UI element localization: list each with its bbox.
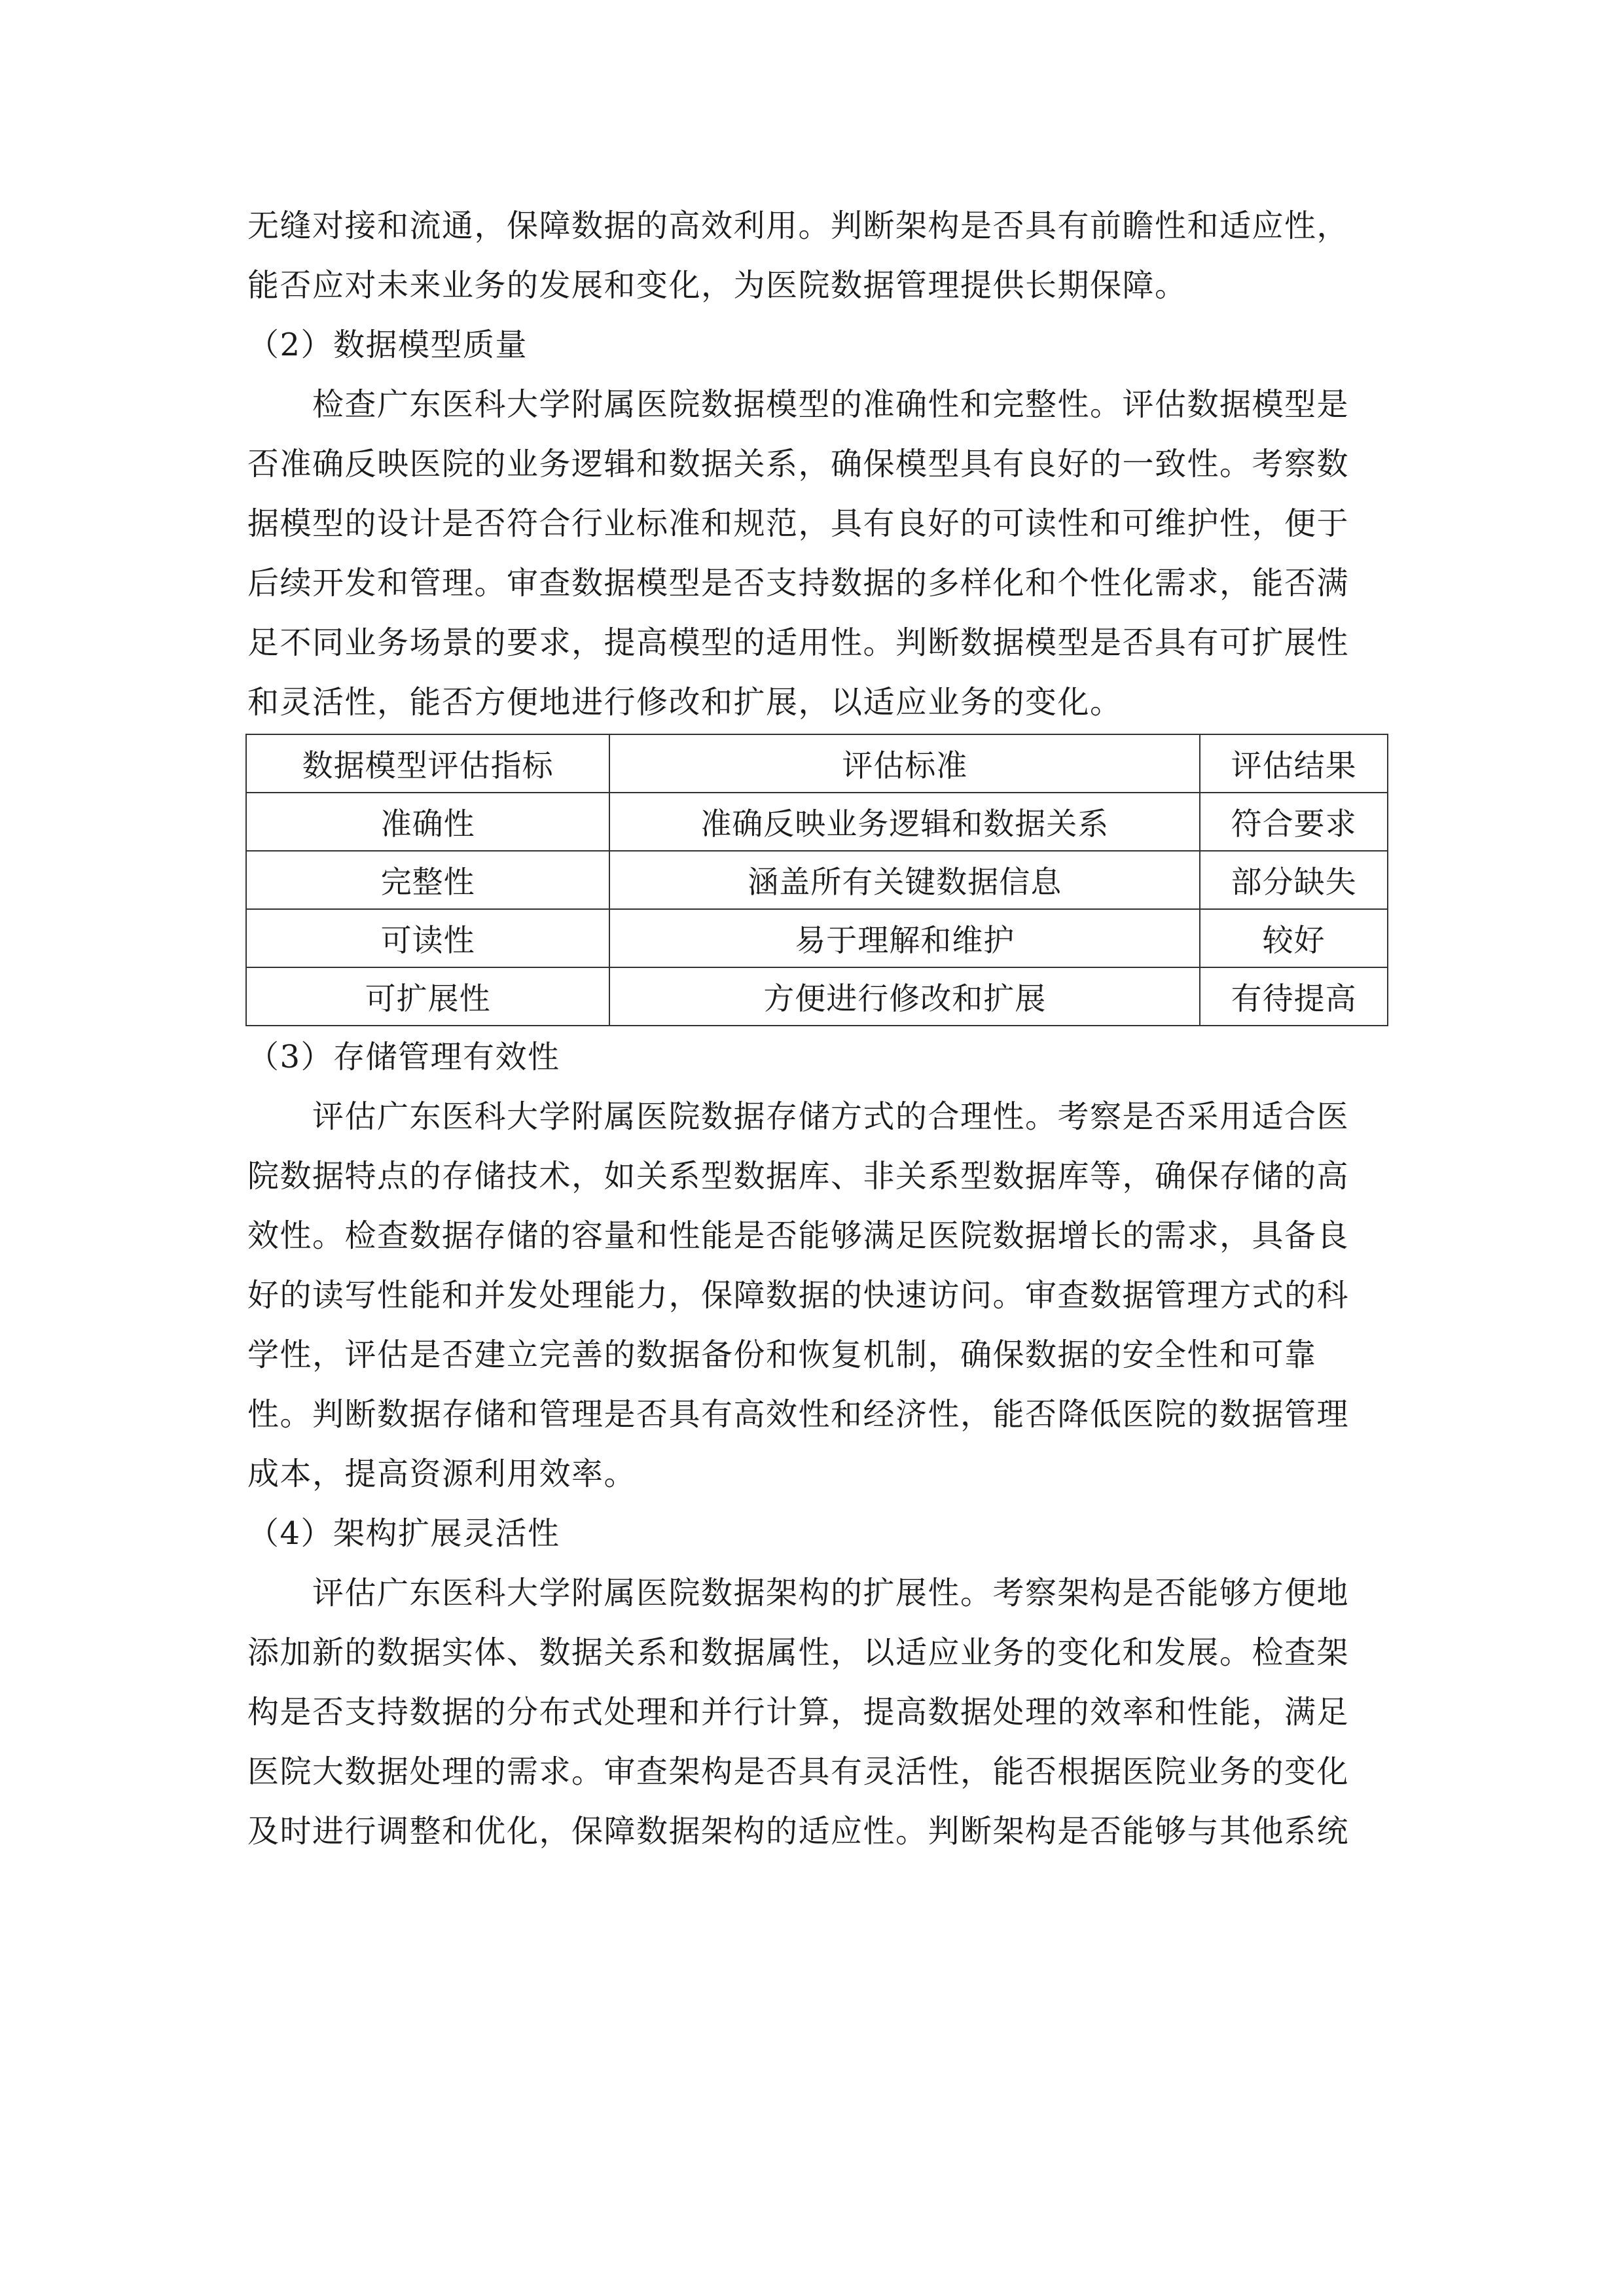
- table-cell: 完整性: [246, 851, 609, 909]
- paragraph-line: 无缝对接和流通，保障数据的高效利用。判断架构是否具有前瞻性和适应性，: [247, 207, 1350, 244]
- table-cell: 可扩展性: [246, 967, 609, 1026]
- table-cell: 易于理解和维护: [609, 909, 1200, 967]
- section-heading-architecture-flexibility: （4）架构扩展灵活性: [247, 1515, 560, 1552]
- table-header-row: [246, 734, 1388, 793]
- table-cell: 方便进行修改和扩展: [609, 967, 1200, 1026]
- section-heading-data-model-quality: （2）数据模型质量: [247, 327, 528, 363]
- paragraph-line: 否准确反映医院的业务逻辑和数据关系，确保模型具有良好的一致性。考察数: [247, 446, 1350, 482]
- paragraph-line: 效性。检查数据存储的容量和性能是否能够满足医院数据增长的需求，具备良: [247, 1217, 1350, 1254]
- paragraph-line: 足不同业务场景的要求，提高模型的适用性。判断数据模型是否具有可扩展性: [247, 624, 1350, 661]
- paragraph-line: 后续开发和管理。审查数据模型是否支持数据的多样化和个性化需求，能否满: [247, 565, 1350, 601]
- table-cell: 准确性: [246, 793, 609, 851]
- paragraph-line: 和灵活性，能否方便地进行修改和扩展，以适应业务的变化。: [247, 684, 1123, 721]
- paragraph-line: 评估广东医科大学附属医院数据架构的扩展性。考察架构是否能够方便地: [247, 1575, 1350, 1611]
- table-row: [246, 909, 1388, 967]
- table-header-cell: 数据模型评估指标: [246, 734, 609, 793]
- table-cell: 符合要求: [1200, 793, 1388, 851]
- table-cell: 较好: [1200, 909, 1388, 967]
- paragraph-line: 检查广东医科大学附属医院数据模型的准确性和完整性。评估数据模型是: [247, 386, 1350, 423]
- paragraph-line: 学性，评估是否建立完善的数据备份和恢复机制，确保数据的安全性和可靠: [247, 1336, 1317, 1373]
- table-header-cell: 评估标准: [609, 734, 1200, 793]
- table-row: [246, 967, 1388, 1026]
- table-cell: 可读性: [246, 909, 609, 967]
- data-model-quality-paragraph: [247, 375, 1383, 732]
- paragraph-line: 评估广东医科大学附属医院数据存储方式的合理性。考察是否采用适合医: [247, 1098, 1350, 1135]
- table-cell: 部分缺失: [1200, 851, 1388, 909]
- paragraph-line: 能否应对未来业务的发展和变化，为医院数据管理提供长期保障。: [247, 267, 1187, 304]
- table-header-cell: 评估结果: [1200, 734, 1388, 793]
- storage-management-paragraph: [247, 1087, 1383, 1504]
- paragraph-line: 院数据特点的存储技术，如关系型数据库、非关系型数据库等，确保存储的高: [247, 1158, 1350, 1194]
- table-cell: 准确反映业务逻辑和数据关系: [609, 793, 1200, 851]
- paragraph-line: 及时进行调整和优化，保障数据架构的适应性。判断架构是否能够与其他系统: [247, 1813, 1350, 1850]
- paragraph-line: 性。判断数据存储和管理是否具有高效性和经济性，能否降低医院的数据管理: [247, 1396, 1350, 1433]
- paragraph-line: 成本，提高资源利用效率。: [247, 1456, 637, 1492]
- paragraph-line: 添加新的数据实体、数据关系和数据属性，以适应业务的变化和发展。检查架: [247, 1634, 1350, 1671]
- data-model-evaluation-table: [245, 734, 1388, 1026]
- architecture-flexibility-paragraph: [247, 1564, 1383, 1861]
- table-row: [246, 851, 1388, 909]
- document-body: [247, 196, 1383, 1861]
- paragraph-line: 构是否支持数据的分布式处理和并行计算，提高数据处理的效率和性能，满足: [247, 1694, 1350, 1731]
- table-cell: 有待提高: [1200, 967, 1388, 1026]
- section-heading-storage-management: （3）存储管理有效性: [247, 1039, 560, 1075]
- intro-paragraph: [247, 196, 1383, 315]
- paragraph-line: 好的读写性能和并发处理能力，保障数据的快速访问。审查数据管理方式的科: [247, 1277, 1350, 1314]
- paragraph-line: 据模型的设计是否符合行业标准和规范，具有良好的可读性和可维护性，便于: [247, 505, 1350, 542]
- table-row: [246, 793, 1388, 851]
- table-cell: 涵盖所有关键数据信息: [609, 851, 1200, 909]
- paragraph-line: 医院大数据处理的需求。审查架构是否具有灵活性，能否根据医院业务的变化: [247, 1753, 1350, 1790]
